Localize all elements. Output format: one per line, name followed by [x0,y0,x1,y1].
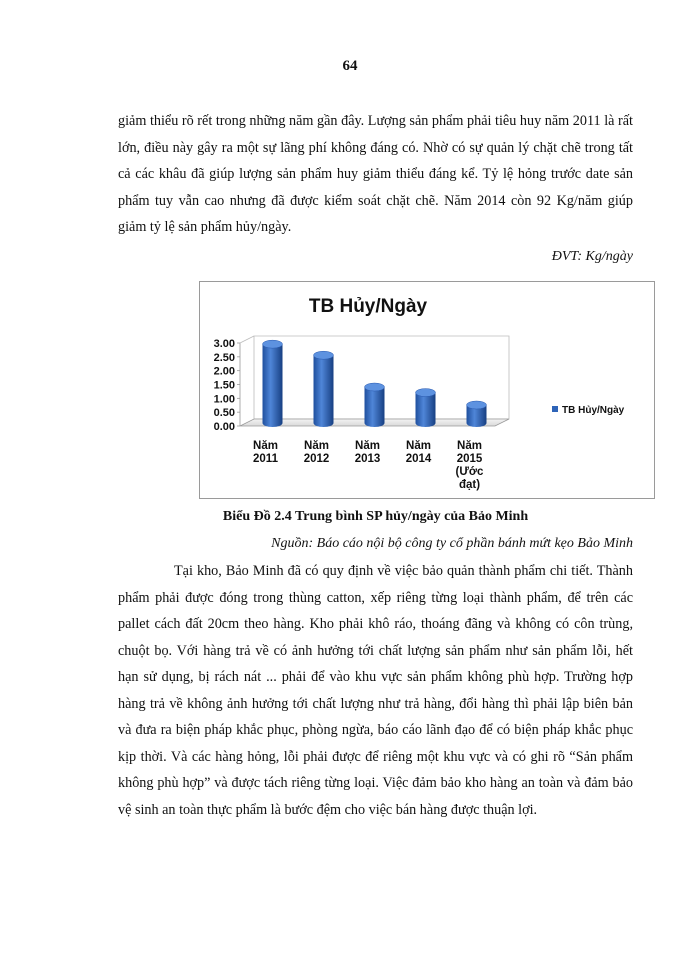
y-tick-label: 0.50 [213,407,235,420]
x-tick-label: Năm 2013 [354,440,381,465]
bar [314,355,334,427]
chart-frame [199,281,655,499]
x-tick-label: Năm 2015 (Ước đạt) [455,440,484,491]
bar-top [314,351,334,359]
bar [263,344,283,427]
bar-top [263,340,283,348]
bar-chart [200,282,654,498]
chart-title: TB Hủy/Ngày [308,296,428,317]
y-tick-label: 1.50 [213,379,235,392]
y-tick-label: 3.00 [213,338,235,350]
unit-note: ĐVT: Kg/ngày [551,249,633,264]
x-tick-label: Năm 2012 [303,440,330,465]
legend-label: TB Hủy/Ngày [562,405,625,416]
bar [416,393,436,427]
page-number: 64 [342,58,358,74]
paragraph-warehouse: Tại kho, Bảo Minh đã có quy định về việc bảo quản thành phẩm chi tiết. Thành phẩm phải được đóng trong thùng catton, xếp riêng từng loại thành phẩm, để trên các pallet cách đất 20cm theo hàng. Kho phải khô ráo, thoáng đãng và không có côn trùng, chuột bọ. Với hàng trả về có ảnh hưởng tới chất lượng sản phẩm như sản phẩm lỗi, hết hạn sử dụng, bị rách nát ... phải để vào khu vực sản phẩm không phù hợp. Trường hợp hàng trả về không ảnh hưởng tới chất lượng như trả hàng, đổi hàng thì phải lập biên bản và đưa ra biện pháp khắc phục, phòng ngừa, báo cáo lãnh đạo để có biện pháp khắc phục kịp thời. Và các hàng hỏng, lỗi phải được để riêng một khu vực và có ghi rõ “Sản phẩm không phù hợp” và được tách riêng từng loại. Việc đảm bảo kho hàng an toàn và đảm bảo vệ sinh an toàn thực phẩm là bước đệm cho việc bán hàng được thuận lợi. [118,563,633,818]
x-tick-label: Năm 2011 [253,440,278,465]
y-axis-depth-line [240,336,254,343]
bar-top [467,401,487,409]
legend-swatch [552,406,558,412]
x-tick-label: Năm 2014 [405,440,432,465]
y-tick-label: 2.50 [213,351,235,364]
chart-caption: Biểu Đồ 2.4 Trung bình SP hủy/ngày của Bảo Minh [222,509,529,524]
bar [365,387,385,427]
y-tick-label: 1.00 [213,393,235,406]
y-tick-label: 2.00 [213,365,235,378]
bar-top [365,383,385,391]
bar-top [416,389,436,397]
chart-source: Nguồn: Báo cáo nội bộ công ty cổ phần bánh mứt kẹo Bảo Minh [271,536,633,551]
y-tick-label: 0.00 [213,421,235,433]
paragraph-intro: giảm thiểu rõ rết trong những năm gần đây. Lượng sản phẩm phải tiêu huy năm 2011 là rất lớn, điều này gây ra một sự lãng phí không đáng có. Nhờ có sự quản lý chặt chẽ trong tất cả các khâu đã giúp lượng sản phẩm huy giảm thiểu đáng kể. Tỷ lệ hỏng trước date sản phẩm tuy vẫn cao nhưng đã được kiểm soát chặt chẽ. Năm 2014 còn 92 Kg/năm giúp giảm tỷ lệ sản phẩm hủy/ngày. [118,113,633,235]
